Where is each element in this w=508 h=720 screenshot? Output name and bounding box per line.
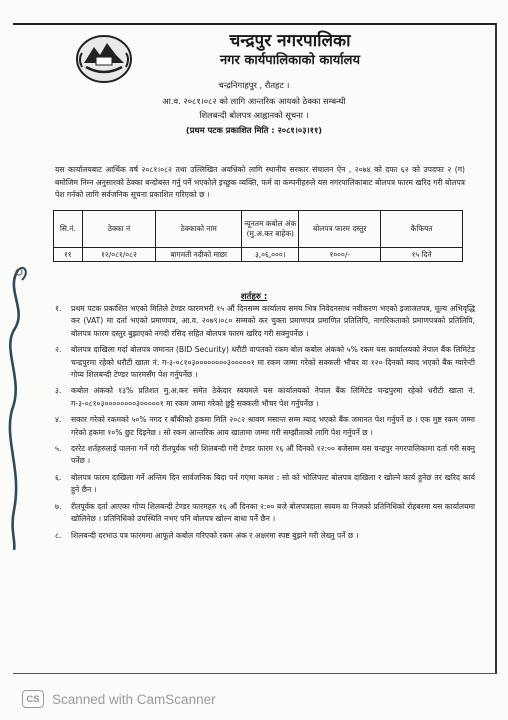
- col-serial-header: सि.नं.: [54, 211, 83, 248]
- col-form-fee-header: बोलपत्र फारम दस्तुर: [299, 211, 381, 248]
- fiscal-year-line: आ.व. २०८१।०८२ को लागि आन्तरिक आयको ठेक्का सम्बन्धी: [162, 96, 346, 106]
- table-row: [54, 248, 463, 262]
- condition-text: सकार गरेको रकमको ५०% नगद र बाँकीको हकमा मिति २०८२ श्रावण मसान्त सम्म म्याद भएको बैंक जमानत पेश गर्नुपर्ने छ । एक मुष्ट रकम जम्मा गरेको हकमा १०% छुट दिइनेछ । सो रकम आन्तरिक आय खातामा जम्मा गरी सम्झौताको लागि पेश गर्नुपर्ने छ ।: [71, 415, 475, 437]
- camscanner-watermark: [22, 690, 216, 708]
- intro-paragraph: यस कार्यालयबाट आर्थिक वर्ष २०८१।०८२ तथा उल्लिखित अवधिको लागि स्थानीय सरकार संचालन ऐन , २०७४ को दफा ६२ को उपदफा २ (ग) बमोजिम निम्न अनुसारको ठेक्का बन्दोबस्त गर्नु पर्ने भएकोले इच्छुक व्यक्ति, फर्म वा कम्पनीहरुले यस नगरपालिकाबाट बोलपत्र फारम खरिद गरी बोलपत्र पेश गर्नको लागि सर्वजनिक सूचना प्रकाशित गरिएको छ ।: [55, 165, 465, 200]
- cell-serial: ११: [54, 248, 83, 262]
- condition-number: २.: [55, 345, 62, 355]
- list-item: [55, 414, 475, 439]
- condition-number: ४.: [55, 415, 62, 425]
- list-item: [55, 501, 475, 526]
- condition-number: १.: [55, 304, 62, 313]
- office-subtitle: नगर कार्यपालिकाको कार्यालय: [219, 53, 361, 68]
- list-item: [55, 385, 475, 410]
- condition-text: दररेट शर्तहरुलाई पालना गर्ने गरी रीतपूर्वक भरी शिलबन्दी गरी टेण्डर फारम १६ औं दिनको १२:०० बजेसम्म यस चन्द्रपुर नगरपालिकामा दर्ता गरी सक्नु पर्नेछ ।: [71, 444, 475, 466]
- col-contract-name-header: ठेक्काको नाम: [156, 211, 242, 248]
- cell-form-fee: १०००/-: [299, 248, 381, 262]
- list-item: [55, 303, 475, 340]
- cell-contract-name: बागमती नदीको माछा: [156, 248, 242, 262]
- municipality-title: चन्द्रपुर नगरपालिका: [229, 31, 351, 51]
- cell-remarks: १५ दिने: [381, 248, 463, 262]
- office-header: [140, 30, 440, 70]
- cell-contract-no: १२/०८१/०८२: [82, 248, 156, 262]
- list-item: [55, 344, 475, 381]
- col-min-bid-header: न्यूनतम कबोल अंक (मु.अ.कर बाहेक): [242, 211, 299, 248]
- camscanner-logo-icon: CS: [22, 690, 44, 708]
- condition-text: शिलबन्दी दरभाउ पत्र फारममा आफूले कबोल गरिएको रकम अंक र अक्षरमा स्पष्ट बुझने गरी लेख्नु पर्ने छ ।: [71, 530, 359, 540]
- list-item: [55, 472, 475, 497]
- condition-text: बोलपत्र फारम दाखिला गर्ने अन्तिम दिन सार्वजनिक बिदा पर्न गएमा कमश : सो को भोलिपल्ट बोलपत्र दाखिला र खोल्ने कार्य हुनेछ तर खरिद कार्य हुने छैन ।: [71, 472, 475, 495]
- list-item: [55, 443, 475, 468]
- table-header-row: [54, 211, 463, 248]
- conditions-list: [55, 303, 475, 546]
- condition-text: बोलपत्र दाखिला गर्दा बोलपत्र जमानत (BID Security) धरौटी वापतको रकम बोल कबोल अंकको ५% रकम यस कार्यालयको नेपाल बैंक लिमिटेड चन्द्रपुरमा रहेको धरौटी खाता नं. ग-३-०८१०३००००००००३०००००१ मा रकम जम्मा गरेको सक्कली भौचर वा १२० दिनको म्याद भएको बैंक ग्यारेन्टी गोप्य शिलबन्दी टेण्डर फारमसँग पेश गर्नुपर्नेछ ।: [71, 345, 475, 380]
- condition-text: कबोल अंकको १३% प्रतिशत मु.अ.कर समेत ठेकेदार स्वयमले यस कार्यालयको नेपाल बैंक लिमिटेड चन्द्रपुरमा रहेको धरौटी खाता नं. ग-३-०८१०३००००००००३०००००१ मा रकम जम्मा गरेको छुट्टै सक्कली भौचर पेश गर्नुपर्नेछ ।: [71, 386, 475, 408]
- condition-number: ७.: [55, 501, 62, 511]
- tender-table: [53, 210, 463, 262]
- notice-heading: शिलबन्दी बोलपत्र आह्वानको सूचना ।: [199, 110, 309, 120]
- conditions-title: शर्तहरु :: [240, 292, 268, 302]
- condition-number: ६.: [55, 472, 62, 482]
- list-item: [55, 530, 475, 542]
- emblem-logo-icon: [74, 33, 134, 85]
- cell-min-bid: ३,०६,०००।: [242, 248, 299, 262]
- condition-number: ५.: [55, 444, 62, 454]
- condition-number: ८.: [55, 530, 62, 540]
- publish-date-line: (प्रथम पटक प्रकाशित मिति : २०८१।०३।११): [185, 125, 323, 135]
- col-contract-no-header: ठेक्का नं: [82, 211, 156, 248]
- office-address: चन्द्रनिगाहपुर , रौतहट ।: [218, 80, 290, 90]
- watermark-text: Scanned with CamScanner: [52, 691, 216, 707]
- condition-number: ३.: [55, 386, 62, 396]
- condition-text: प्रथम पटक प्रकाशित भएको मितिले टेण्डर फारमभरी १५ औं दिनसम्म कार्यालय समय भित्र निवेदनसाथ नवीकरण भएको इजाजतपत्र, मूल्य अभिवृद्धि कर (VAT) मा दर्ता भएको प्रमाणपत्र, आ.व. २०७९।०८० सम्मको कर चुक्ता प्रमाणपत्र प्रमाणित प्रतिलिपि, नागरिकताको प्रमाणपत्रको प्रतिलिपि, बोलपत्र फारम दस्तुर बुझाएको नगदी रसिद सहित बोलपत्र फारम खरिद गरी सक्नुपर्नेछ ।: [71, 304, 475, 338]
- col-remarks-header: कैफियत: [381, 211, 463, 248]
- condition-text: रीतपूर्वक दर्ता आएका गोप्य शिलबन्दी टेण्डर फारमहरु १६ औं दिनका २:०० बजे बोलपत्रदाता स्वयम वा निजको प्रतिनिधिको रोहबरमा यस कार्यालयमा खोलिनेछ । प्रतिनिधिको उपस्थिति नभए पनि बोलपत्र खोल्न बाधा पर्ने छैन ।: [71, 501, 475, 524]
